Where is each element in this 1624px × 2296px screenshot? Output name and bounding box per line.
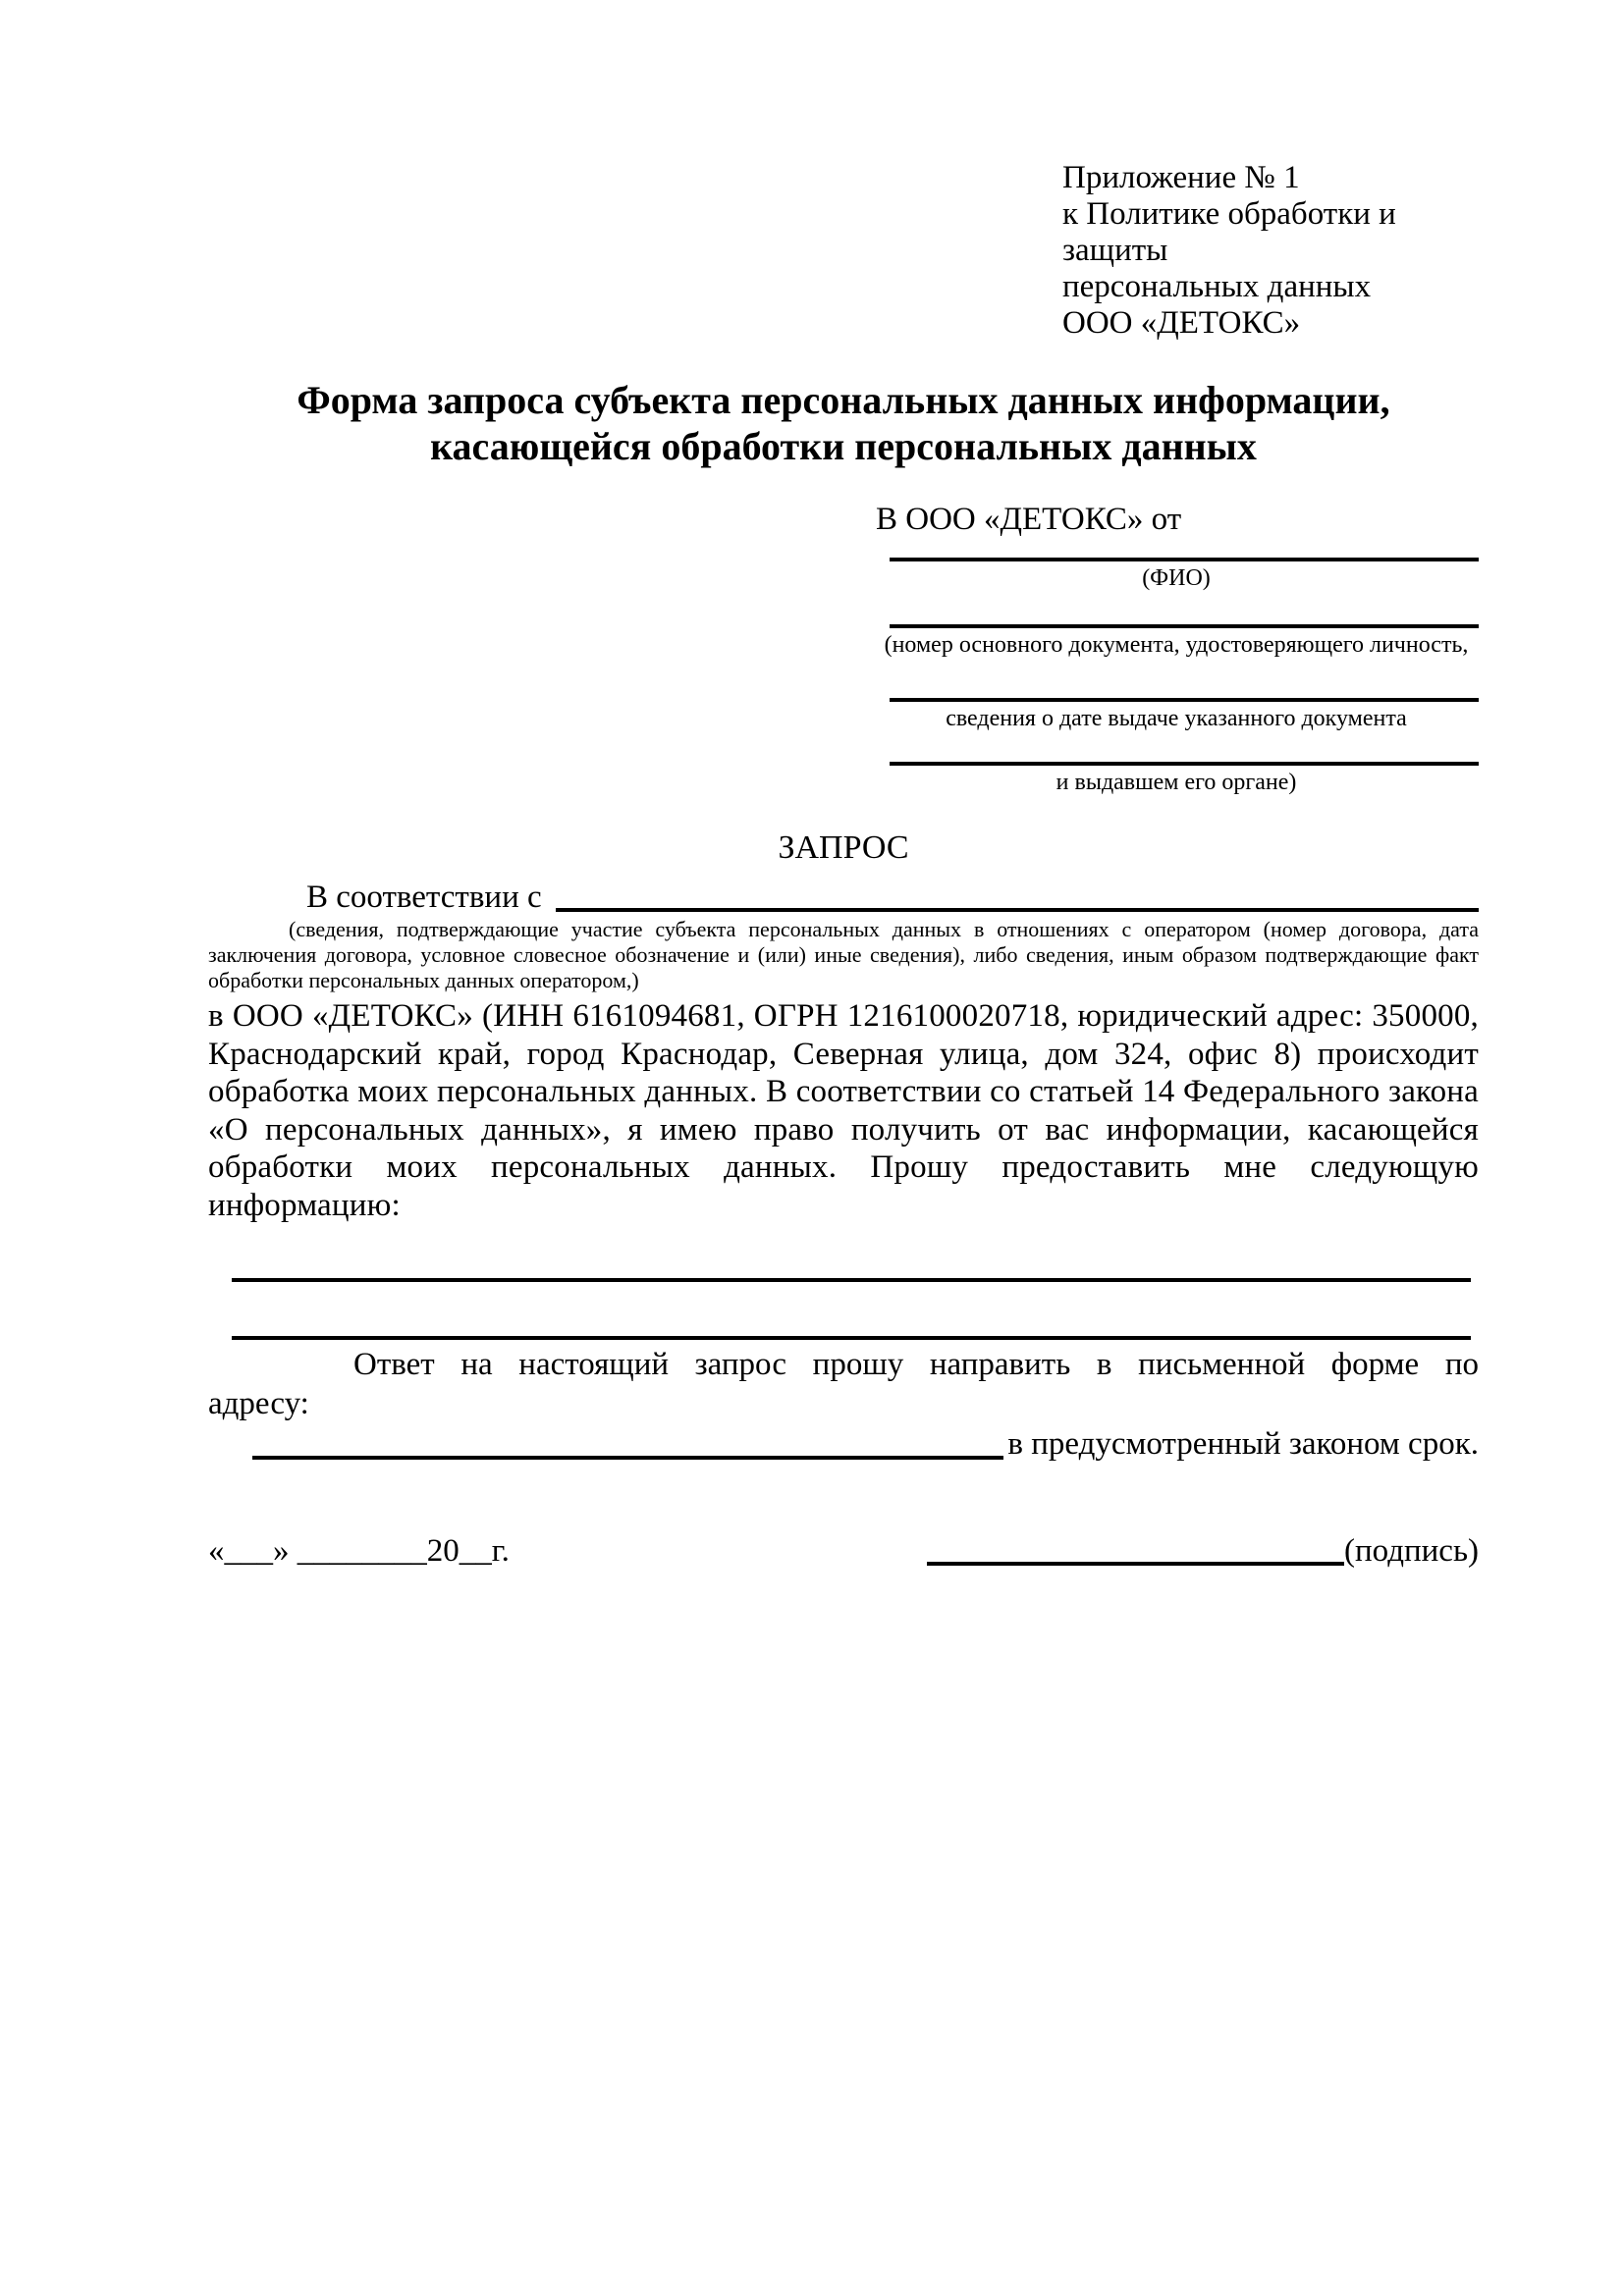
date-signature-row: [208, 1531, 1479, 1571]
appendix-header: [1062, 160, 1479, 342]
document-number-blank-line: [890, 593, 1479, 628]
appendix-header-line2: к Политике обработки и защиты: [1062, 196, 1396, 268]
reply-address-line: [208, 1423, 1479, 1465]
field-issue-date: [874, 660, 1479, 733]
intro-line: [208, 878, 1479, 917]
request-body-paragraph: в ООО «ДЕТОКС» (ИНН 6161094681, ОГРН 1216100020718, юридический адрес: 350000, Краснодарский край, город Краснодар, Северная улица, дом 324, офис 8) происходит обработка моих персональных данных. В соответствии со статьей 14 Федерального закона «О персональных данных», я имею право получить от вас информации, касающейся обработки моих персональных данных. Прошу предоставить мне следующую информацию:: [208, 998, 1479, 1223]
reply-suffix: в предусмотренный законом срок.: [1007, 1426, 1479, 1462]
appendix-header-line3: персональных данных: [1062, 269, 1372, 304]
requested-info-blank-line-1: [232, 1278, 1471, 1282]
document-number-caption: (номер основного документа, удостоверяющего личность,: [884, 632, 1469, 658]
addressee-to-line: В ООО «ДЕТОКС» от: [876, 502, 1182, 537]
appendix-header-line4: ООО «ДЕТОКС»: [1062, 305, 1301, 341]
form-title-line1: Форма запроса субъекта персональных данных информации,: [297, 378, 1390, 422]
issue-date-caption: сведения о дате выдаче указанного документа: [946, 706, 1407, 731]
signature-block: [927, 1531, 1479, 1571]
issuing-authority-caption: и выдавшем его органе): [1056, 770, 1297, 795]
fio-caption: (ФИО): [1142, 565, 1211, 591]
form-title-line2: касающейся обработки персональных данных: [430, 424, 1257, 468]
intro-blank-line: [556, 908, 1479, 912]
appendix-header-line1: Приложение № 1: [1062, 160, 1300, 195]
intro-prefix: В соответствии с: [306, 880, 542, 915]
form-title: [208, 377, 1479, 469]
reply-address-paragraph: Ответ на настоящий запрос прошу направить в письменной форме по адресу:: [208, 1347, 1479, 1421]
issue-date-blank-line: [890, 660, 1479, 702]
field-issuing-authority: [874, 733, 1479, 797]
request-heading: ЗАПРОС: [778, 829, 909, 866]
addressee-block: [874, 501, 1479, 797]
fio-blank-line: [890, 538, 1479, 561]
reply-address-blank-line: [252, 1456, 1003, 1460]
requested-info-blank-line-2: [232, 1336, 1471, 1340]
issuing-authority-blank-line: [890, 733, 1479, 766]
field-document-number: [874, 593, 1479, 660]
intro-footnote: (сведения, подтверждающие участие субъекта персональных данных в отношениях с оператором (номер договора, дата заключения договора, условное словесное обозначение и (или) иные сведения), либо сведения, иным образом подтверждающие факт обработки персональных данных оператором,): [208, 917, 1479, 992]
document-content: [208, 0, 1479, 1571]
field-fio: [874, 538, 1479, 593]
signature-caption: (подпись): [1344, 1533, 1479, 1569]
signature-blank-line: [927, 1536, 1344, 1566]
date-line: «___» ________20__г.: [208, 1533, 510, 1569]
